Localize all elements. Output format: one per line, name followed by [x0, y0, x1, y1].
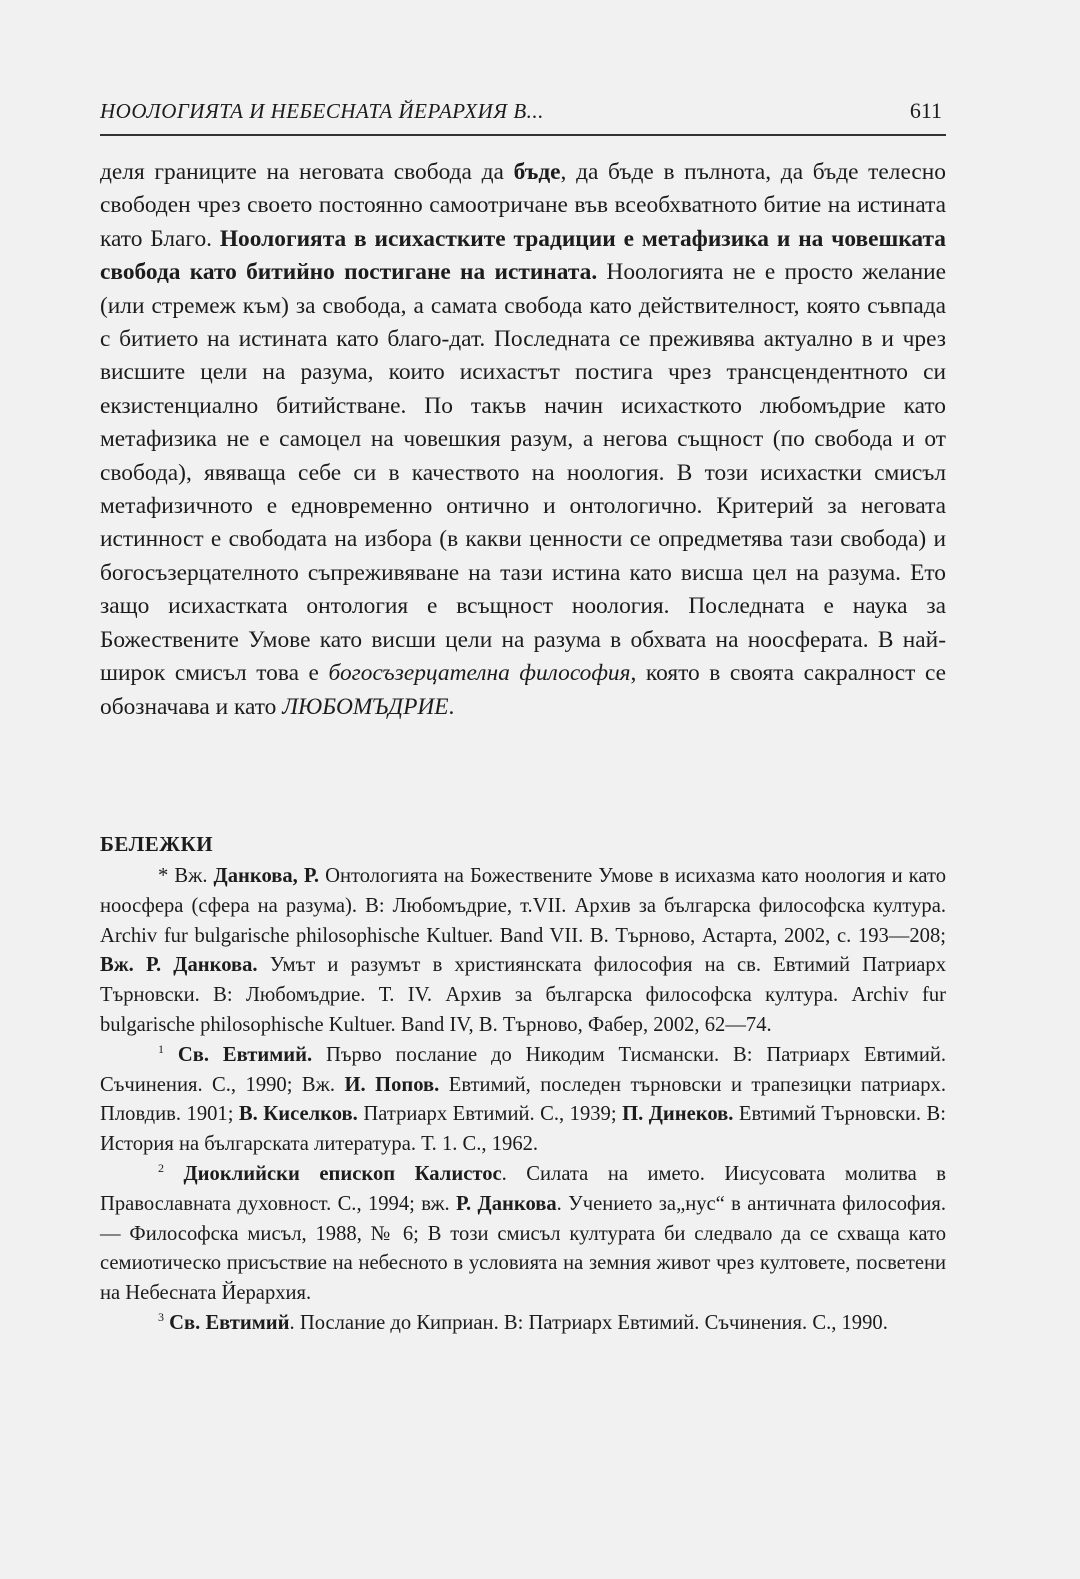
text-run: Първо послание до Никодим Тисмански. В: Патриарх Евтимий. Съчинения. С., 1990; Вж.: [100, 1043, 947, 1096]
bold-thesis: Ноологията в исихастките традиции е метафизика и на човешката свобода като битийно постигане на истината.: [100, 225, 946, 286]
footnote-1: [100, 1041, 946, 1160]
bold-run: Вж. Р. Данкова.: [100, 954, 258, 977]
text-run: Евтимий, последен търновски и трапезицки патриарх. Пловдив. 1901;: [100, 1073, 946, 1126]
text-run: Евтимий Търновски. В: История на българската литература. Т. 1. С., 1962.: [100, 1103, 946, 1156]
page-number: 611: [909, 98, 942, 123]
italic-run: ЛЮБОМЪДРИЕ: [282, 693, 449, 720]
notes-section: [100, 862, 946, 1339]
text-run: деля границите на неговата свобода да: [100, 159, 514, 185]
bold-run: Св. Евтимий.: [177, 1043, 313, 1066]
text-run: .: [448, 693, 455, 720]
notes-heading: БЕЛЕЖКИ: [100, 832, 214, 856]
main-paragraph: [100, 156, 946, 724]
footnote-mark: 1: [158, 1041, 164, 1056]
text-run: . Силата на името. Иисусовата молитва в Православната духовност. С., 1994; вж.: [100, 1162, 947, 1215]
italic-run: богосъзерцателна философия: [328, 660, 631, 687]
footnote-3: [100, 1309, 946, 1339]
bold-run: бъде: [513, 159, 561, 185]
text-run: [164, 1044, 178, 1066]
running-head: НООЛОГИЯТА И НЕБЕСНАТА ЙЕРАРХИЯ В...: [100, 99, 544, 123]
text-run: Умът и разумът в християнската философия на св. Евтимий Патриарх Търновски. В: Любомъдрие. Т. IV. Архив за българска философска култура. Archiv fur bulgarische philosophische Kultuer. Band IV, В. Търново, Фабер, 2002, 62—74.: [100, 954, 946, 1036]
bold-run: Р. Данкова: [456, 1192, 557, 1215]
text-run: , която в своята сакралност се обозначава и като: [100, 660, 946, 720]
text-run: . Послание до Киприан. В: Патриарх Евтимий. Съчинения. С., 1990.: [289, 1311, 888, 1334]
text-run: [164, 1163, 184, 1185]
bold-run: Св. Евтимий: [169, 1311, 290, 1334]
footnote-2: [100, 1160, 946, 1309]
footnote-mark: 2: [158, 1161, 164, 1176]
bold-run: П. Динеков.: [622, 1103, 734, 1126]
footnote-star: [100, 862, 946, 1041]
text-run: Онтологията на Божествените Умове в исихазма като ноология и като ноосфера (сфера на разума). В: Любомъдрие, т.VII. Архив за българска философска култура. Archiv fur bulgarische philosophische Kultuer. Band VII. В. Търново, Астарта, 2002, с. 193—208;: [100, 865, 946, 947]
text-run: Ноологията не е просто желание (или стремеж към) за свобода, а самата свобода като действителност, която съвпада с битието на истината като благо-дат. Последната се преживява актуално в и чрез висшите цели на разума, които исихастът постига чрез трансцендентното си екзистенциално битийстване. По такъв начин исихасткото любомъдрие като метафизика не е самоцел на човешкия разум, а негова същност (по свобода и от свобода), явяваща себе си в качеството на ноология. В този исихастки смисъл метафизичното е едновременно онтично и онтологично. Критерий за неговата истинност е свободата на избора (в какви ценности се опредметява тази свобода) и богосъзерцателното съпреживяване на тази истина като висша цел на разума. Ето защо исихастката онтология е всъщност ноология. Последната е наука за Божествените Умове като висши цели на разума в обхвата на ноосферата. В най-широк смисъл това е: [100, 259, 946, 687]
bold-run: Диоклийски епископ Калистос: [183, 1162, 502, 1185]
footnote-mark: 3: [158, 1310, 164, 1325]
text-run: . Учението за„нус“ в античната философия. — Философска мисъл, 1988, № 6; В този смисъл културата би следвало да се схваща като семиотическо присъствие на небесното в условията на земния живот чрез култовете, посветени на Небесната Йерархия.: [100, 1192, 946, 1305]
text-run: , да бъде в пълнота, да бъде телесно свободен чрез своето постоянно самоотричане във всеобхватното битие на истината като Благо.: [100, 159, 946, 252]
page-header: [100, 96, 946, 136]
bold-run: И. Попов.: [344, 1073, 440, 1096]
text-run: * Вж.: [158, 865, 214, 887]
bold-run: Данкова, Р.: [213, 865, 320, 887]
text-run: Патриарх Евтимий. С., 1939;: [357, 1103, 623, 1126]
bold-run: В. Киселков.: [238, 1103, 358, 1126]
